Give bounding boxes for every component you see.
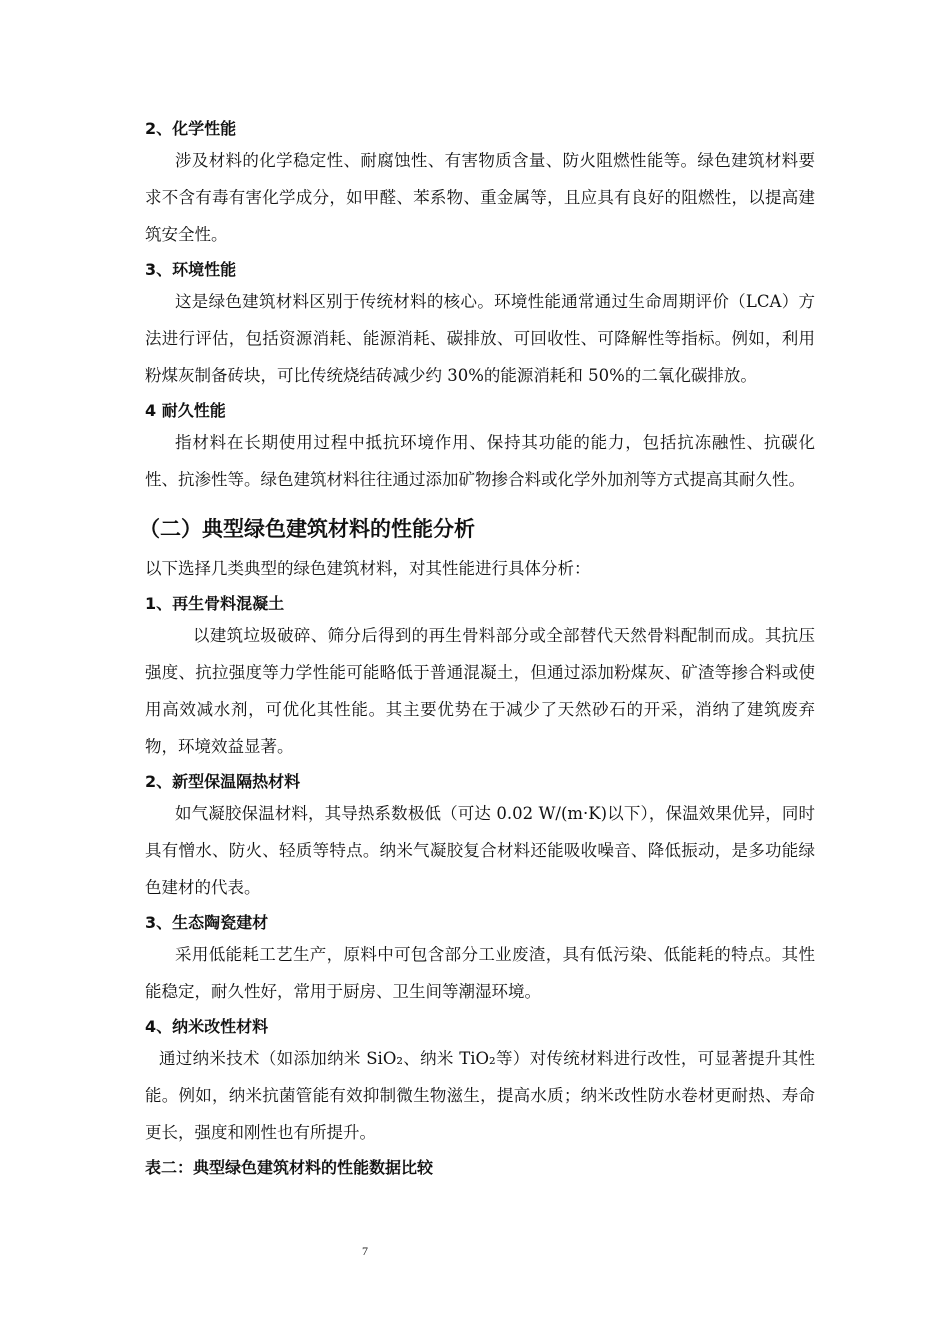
paragraph-insulation-materials: 如气凝胶保温材料，其导热系数极低（可达 0.02 W/(m·K)以下），保温效果优异，同时具有憎水、防火、轻质等特点。纳米气凝胶复合材料还能吸收噪音、降低振动，是多功能绿色建材的代表。 (145, 804, 815, 897)
paragraph-recycled-concrete: 以建筑垃圾破碎、筛分后得到的再生骨料部分或全部替代天然骨料配制而成。其抗压强度、抗拉强度等力学性能可能略低于普通混凝土，但通过添加粉煤灰、矿渣等掺合料或使用高效减水剂，可优化其性能。其主要优势在于减少了天然砂石的开采，消纳了建筑废弃物，环境效益显著。 (145, 626, 815, 756)
heading-environmental-properties: 3、环境性能 (145, 260, 237, 279)
chapter-intro: 以下选择几类典型的绿色建筑材料，对其性能进行具体分析： (145, 559, 591, 578)
table-caption: 表二：典型绿色建筑材料的性能数据比较 (145, 1158, 434, 1177)
paragraph-eco-ceramics: 采用低能耗工艺生产，原料中可包含部分工业废渣，具有低污染、低能耗的特点。其性能稳定，耐久性好，常用于厨房、卫生间等潮湿环境。 (145, 945, 815, 1001)
paragraph-environmental-properties: 这是绿色建筑材料区别于传统材料的核心。环境性能通常通过生命周期评价（LCA）方法进行评估，包括资源消耗、能源消耗、碳排放、可回收性、可降解性等指标。例如，利用粉煤灰制备砖块，可比传统烧结砖减少约 30%的能源消耗和 50%的二氧化碳排放。 (145, 292, 815, 385)
page-number: 7 (362, 1244, 368, 1258)
heading-durability: 4 耐久性能 (145, 401, 226, 420)
chapter-title: （二）典型绿色建筑材料的性能分析 (139, 517, 475, 541)
paragraph-durability: 指材料在长期使用过程中抵抗环境作用、保持其功能的能力，包括抗冻融性、抗碳化性、抗渗性等。绿色建筑材料往往通过添加矿物掺合料或化学外加剂等方式提高其耐久性。 (145, 433, 815, 489)
page-content (139, 116, 815, 1181)
heading-eco-ceramics: 3、生态陶瓷建材 (145, 913, 269, 932)
heading-nano-materials: 4、纳米改性材料 (145, 1017, 269, 1036)
paragraph-nano-materials: 通过纳米技术（如添加纳米 SiO₂、纳米 TiO₂等）对传统材料进行改性，可显著提升其性能。例如，纳米抗菌管能有效抑制微生物滋生，提高水质；纳米改性防水卷材更耐热、寿命更长，强度和刚性也有所提升。 (145, 1049, 815, 1142)
heading-insulation-materials: 2、新型保温隔热材料 (145, 772, 301, 791)
paragraph-chemical-properties: 涉及材料的化学稳定性、耐腐蚀性、有害物质含量、防火阻燃性能等。绿色建筑材料要求不含有毒有害化学成分，如甲醛、苯系物、重金属等，且应具有良好的阻燃性，以提高建筑安全性。 (145, 151, 815, 244)
heading-recycled-concrete: 1、再生骨料混凝土 (145, 594, 285, 613)
heading-chemical-properties: 2、化学性能 (145, 119, 237, 138)
